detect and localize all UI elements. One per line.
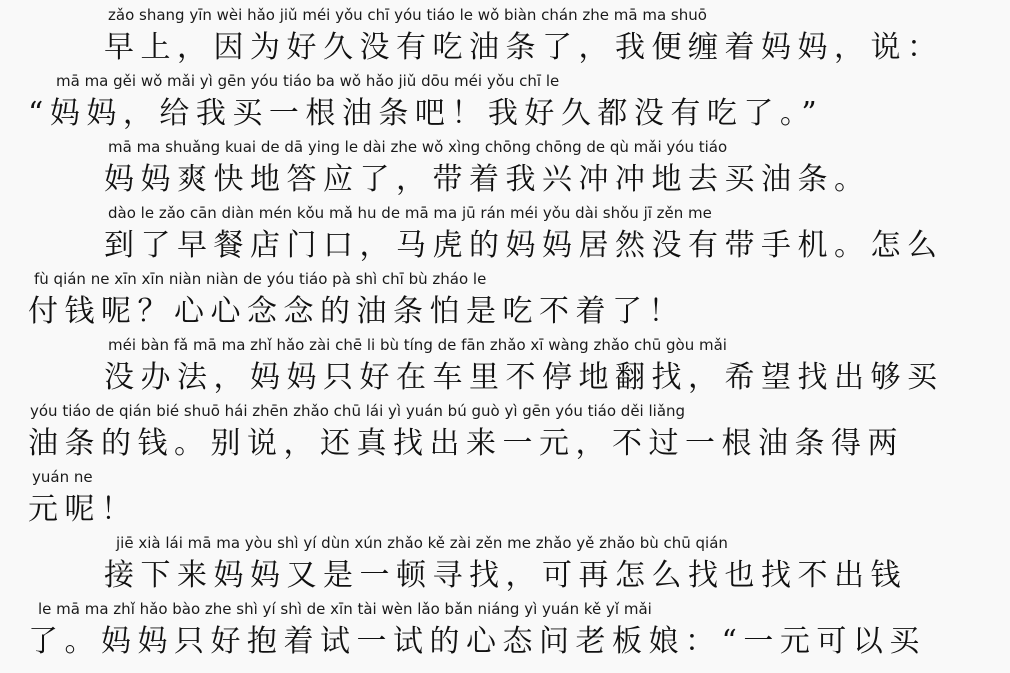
- text-line: [0, 402, 1010, 468]
- text-line: [0, 270, 1010, 336]
- pinyin-row: mā ma gěi wǒ mǎi yì gēn yóu tiáo ba wǒ hǎo jiǔ dōu méi yǒu chī le: [56, 72, 560, 90]
- text-line: [0, 600, 1010, 666]
- text-line: [0, 138, 1010, 204]
- hanzi-row: 没办法，妈妈只好在车里不停地翻找，希望找出够买: [104, 360, 944, 395]
- hanzi-row: 到了早餐店门口，马虎的妈妈居然没有带手机。怎么: [104, 228, 944, 263]
- hanzi-row: 妈妈爽快地答应了，带着我兴冲冲地去买油条。: [104, 162, 871, 197]
- hanzi-row: “妈妈，给我买一根油条吧！我好久都没有吃了。”: [28, 96, 824, 131]
- text-line: [0, 534, 1010, 600]
- hanzi-row: 元呢！: [28, 492, 138, 527]
- hanzi-row: 接下来妈妈又是一顿寻找，可再怎么找也找不出钱: [104, 558, 907, 593]
- pinyin-row: dào le zǎo cān diàn mén kǒu mǎ hu de mā ma jū rán méi yǒu dài shǒu jī zěn me: [108, 204, 712, 222]
- hanzi-row: 付钱呢？心心念念的油条怕是吃不着了！: [28, 294, 685, 329]
- pinyin-row: jiē xià lái mā ma yòu shì yí dùn xún zhǎo kě zài zěn me zhǎo yě zhǎo bù chū qián: [116, 534, 728, 552]
- text-line: [0, 204, 1010, 270]
- hanzi-row: 早上，因为好久没有吃油条了，我便缠着妈妈，说：: [104, 30, 944, 65]
- text-line: [0, 72, 1010, 138]
- pinyin-row: yóu tiáo de qián bié shuō hái zhēn zhǎo chū lái yì yuán bú guò yì gēn yóu tiáo děi liǎng: [30, 402, 686, 420]
- pinyin-row: mā ma shuǎng kuai de dā ying le dài zhe wǒ xìng chōng chōng de qù mǎi yóu tiáo: [108, 138, 728, 156]
- pinyin-row: le mā ma zhǐ hǎo bào zhe shì yí shì de xīn tài wèn lǎo bǎn niáng yì yuán kě yǐ mǎi: [38, 600, 652, 618]
- pinyin-row: zǎo shang yīn wèi hǎo jiǔ méi yǒu chī yóu tiáo le wǒ biàn chán zhe mā ma shuō: [108, 6, 707, 24]
- hanzi-row: 油条的钱。别说，还真找出来一元，不过一根油条得两: [28, 426, 904, 461]
- pinyin-row: yuán ne: [32, 468, 93, 486]
- pinyin-row: fù qián ne xīn xīn niàn niàn de yóu tiáo pà shì chī bù zháo le: [34, 270, 487, 288]
- text-line: [0, 468, 1010, 534]
- pinyin-row: méi bàn fǎ mā ma zhǐ hǎo zài chē li bù tíng de fān zhǎo xī wàng zhǎo chū gòu mǎi: [108, 336, 727, 354]
- text-line: [0, 336, 1010, 402]
- text-line: [0, 6, 1010, 72]
- hanzi-row: 了。妈妈只好抱着试一试的心态问老板娘：“一元可以买: [28, 624, 926, 659]
